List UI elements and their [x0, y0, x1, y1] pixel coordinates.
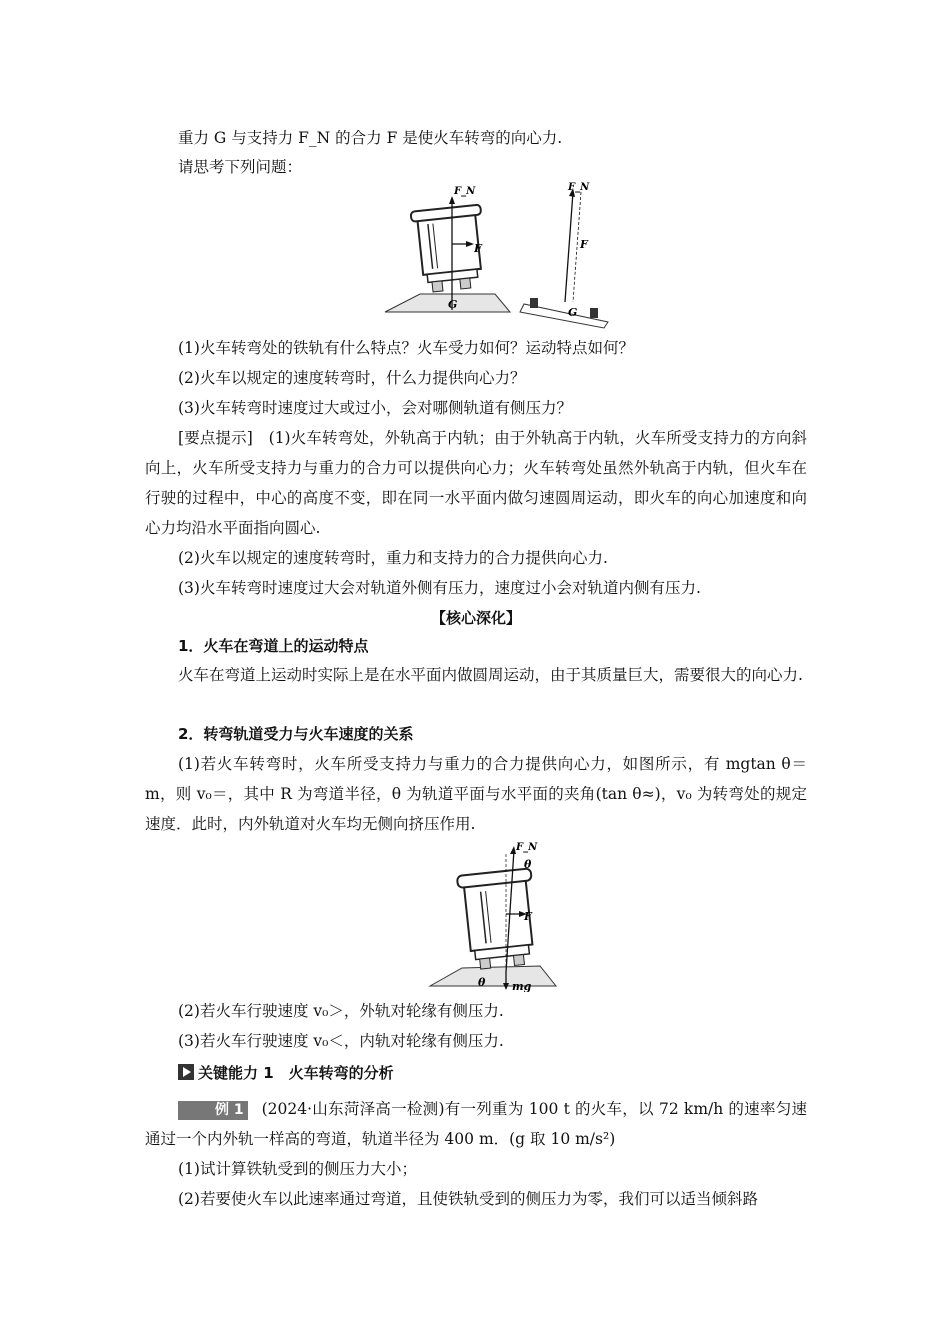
- core-item-2-c: (3)若火车行驶速度 v₀＜，内轨对轮缘有侧压力.: [178, 1032, 504, 1050]
- train-force-figure-2: [428, 838, 558, 992]
- question-3: (3)火车转弯时速度过大或过小，会对哪侧轨道有侧压力？: [178, 399, 572, 417]
- intro-line-2: 请思考下列问题：: [178, 158, 303, 176]
- label-fn: F_N: [516, 842, 538, 853]
- hint-label: [要点提示]: [178, 429, 253, 447]
- vector-diagram-right: [520, 182, 608, 328]
- question-1: (1)火车转弯处的铁轨有什么特点？火车受力如何？运动特点如何？: [178, 339, 634, 357]
- core-item-2-title: 2．转弯轨道受力与火车速度的关系: [178, 725, 414, 743]
- example-paragraph: [145, 1094, 807, 1154]
- core-item-2-text: (1)若火车转弯时，火车所受支持力与重力的合力提供向心力，如图所示，有 mgtan θ＝m，则 v₀＝，其中 R 为弯道半径，θ 为轨道平面与水平面的夹角(tan θ≈)，v₀ 为转弯处的规定速度．此时，内外轨道对火车均无侧向挤压作用.: [145, 755, 807, 833]
- train-force-figure-1: [380, 182, 620, 330]
- example-question-2: (2)若要使火车以此速率通过弯道，且使铁轨受到的侧压力为零，我们可以适当倾斜路: [178, 1190, 758, 1208]
- intro-line-1: 重力 G 与支持力 F_N 的合力 F 是使火车转弯的向心力.: [178, 129, 563, 147]
- label-f-right: F: [580, 238, 588, 251]
- hint-text-2: (2)火车以规定的速度转弯时，重力和支持力的合力提供向心力.: [178, 549, 608, 567]
- example-text: (2024·山东菏泽高一检测)有一列重为 100 t 的火车，以 72 km/h 的速率匀速通过一个内外轨一样高的弯道，轨道半径为 400 m．(g 取 10 m/s²): [145, 1100, 807, 1148]
- core-item-1-text: 火车在弯道上运动时实际上是在水平面内做圆周运动，由于其质量巨大，需要很大的向心力.: [178, 666, 803, 684]
- label-f: F: [524, 910, 532, 923]
- hint-text-3: (3)火车转弯时速度过大会对轨道外侧有压力，速度过小会对轨道内侧有压力.: [178, 579, 701, 597]
- play-icon: [178, 1064, 194, 1080]
- example-badge: 例 1: [178, 1101, 248, 1120]
- label-theta-bottom: θ: [478, 976, 486, 989]
- hint-text-1: (1)火车转弯处，外轨高于内轨；由于外轨高于内轨，火车所受支持力的方向斜向上，火车所受支持力与重力的合力可以提供向心力；火车转弯处虽然外轨高于内轨，但火车在行驶的过程中，中心的高度不变，即在同一水平面内做匀速圆周运动，即火车的向心加速度和向心力均沿水平面指向圆心.: [145, 429, 807, 537]
- core-item-2-b: (2)若火车行驶速度 v₀＞，外轨对轮缘有侧压力.: [178, 1002, 504, 1020]
- label-theta-top: θ: [524, 858, 532, 871]
- ability-title: 关键能力 1 火车转弯的分析: [198, 1064, 394, 1082]
- ability-heading: [145, 1058, 807, 1088]
- hint-paragraph: [145, 423, 807, 543]
- label-mg: mg: [512, 980, 532, 992]
- question-2: (2)火车以规定的速度转弯时，什么力提供向心力？: [178, 369, 526, 387]
- label-fn-right: F_N: [568, 182, 590, 193]
- label-g-left: G: [448, 298, 458, 311]
- label-f-left: F: [474, 242, 482, 255]
- train-drawing-left: [385, 186, 510, 312]
- core-heading: 【核心深化】: [430, 609, 521, 627]
- core-item-1-title: 1．火车在弯道上的运动特点: [178, 637, 369, 655]
- example-question-1: (1)试计算铁轨受到的侧压力大小；: [178, 1160, 417, 1178]
- label-g-right: G: [568, 306, 578, 319]
- label-fn-left: F_N: [454, 186, 476, 197]
